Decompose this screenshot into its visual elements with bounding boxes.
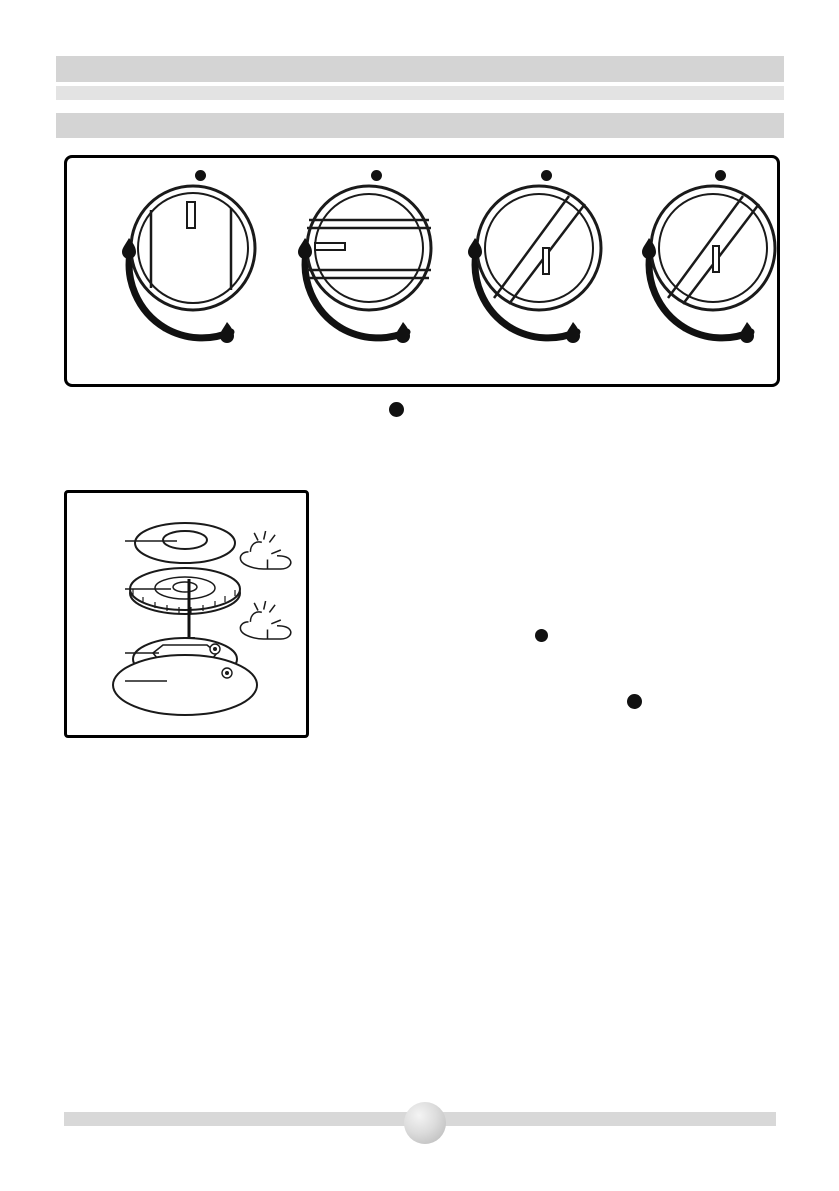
header-bar-primary — [56, 56, 784, 82]
marker-dot-1 — [535, 629, 548, 642]
header-bar-section — [56, 113, 784, 138]
knob-1[interactable] — [103, 158, 283, 390]
knob-3-graphic — [449, 180, 629, 380]
page-number-badge — [404, 1102, 446, 1144]
panel-center-dot — [389, 402, 404, 417]
knob-4[interactable] — [623, 158, 803, 390]
header-bar-secondary — [56, 86, 784, 100]
marker-dot-2 — [627, 694, 642, 709]
knob-4-graphic — [623, 180, 803, 380]
burner-assembly-graphic — [67, 493, 312, 741]
knob-2-graphic — [279, 180, 459, 380]
knob-3[interactable] — [449, 158, 629, 390]
burner-assembly-figure — [64, 490, 309, 738]
knob-2[interactable] — [279, 158, 459, 390]
control-knob-panel — [64, 155, 780, 387]
knob-1-graphic — [103, 180, 283, 380]
